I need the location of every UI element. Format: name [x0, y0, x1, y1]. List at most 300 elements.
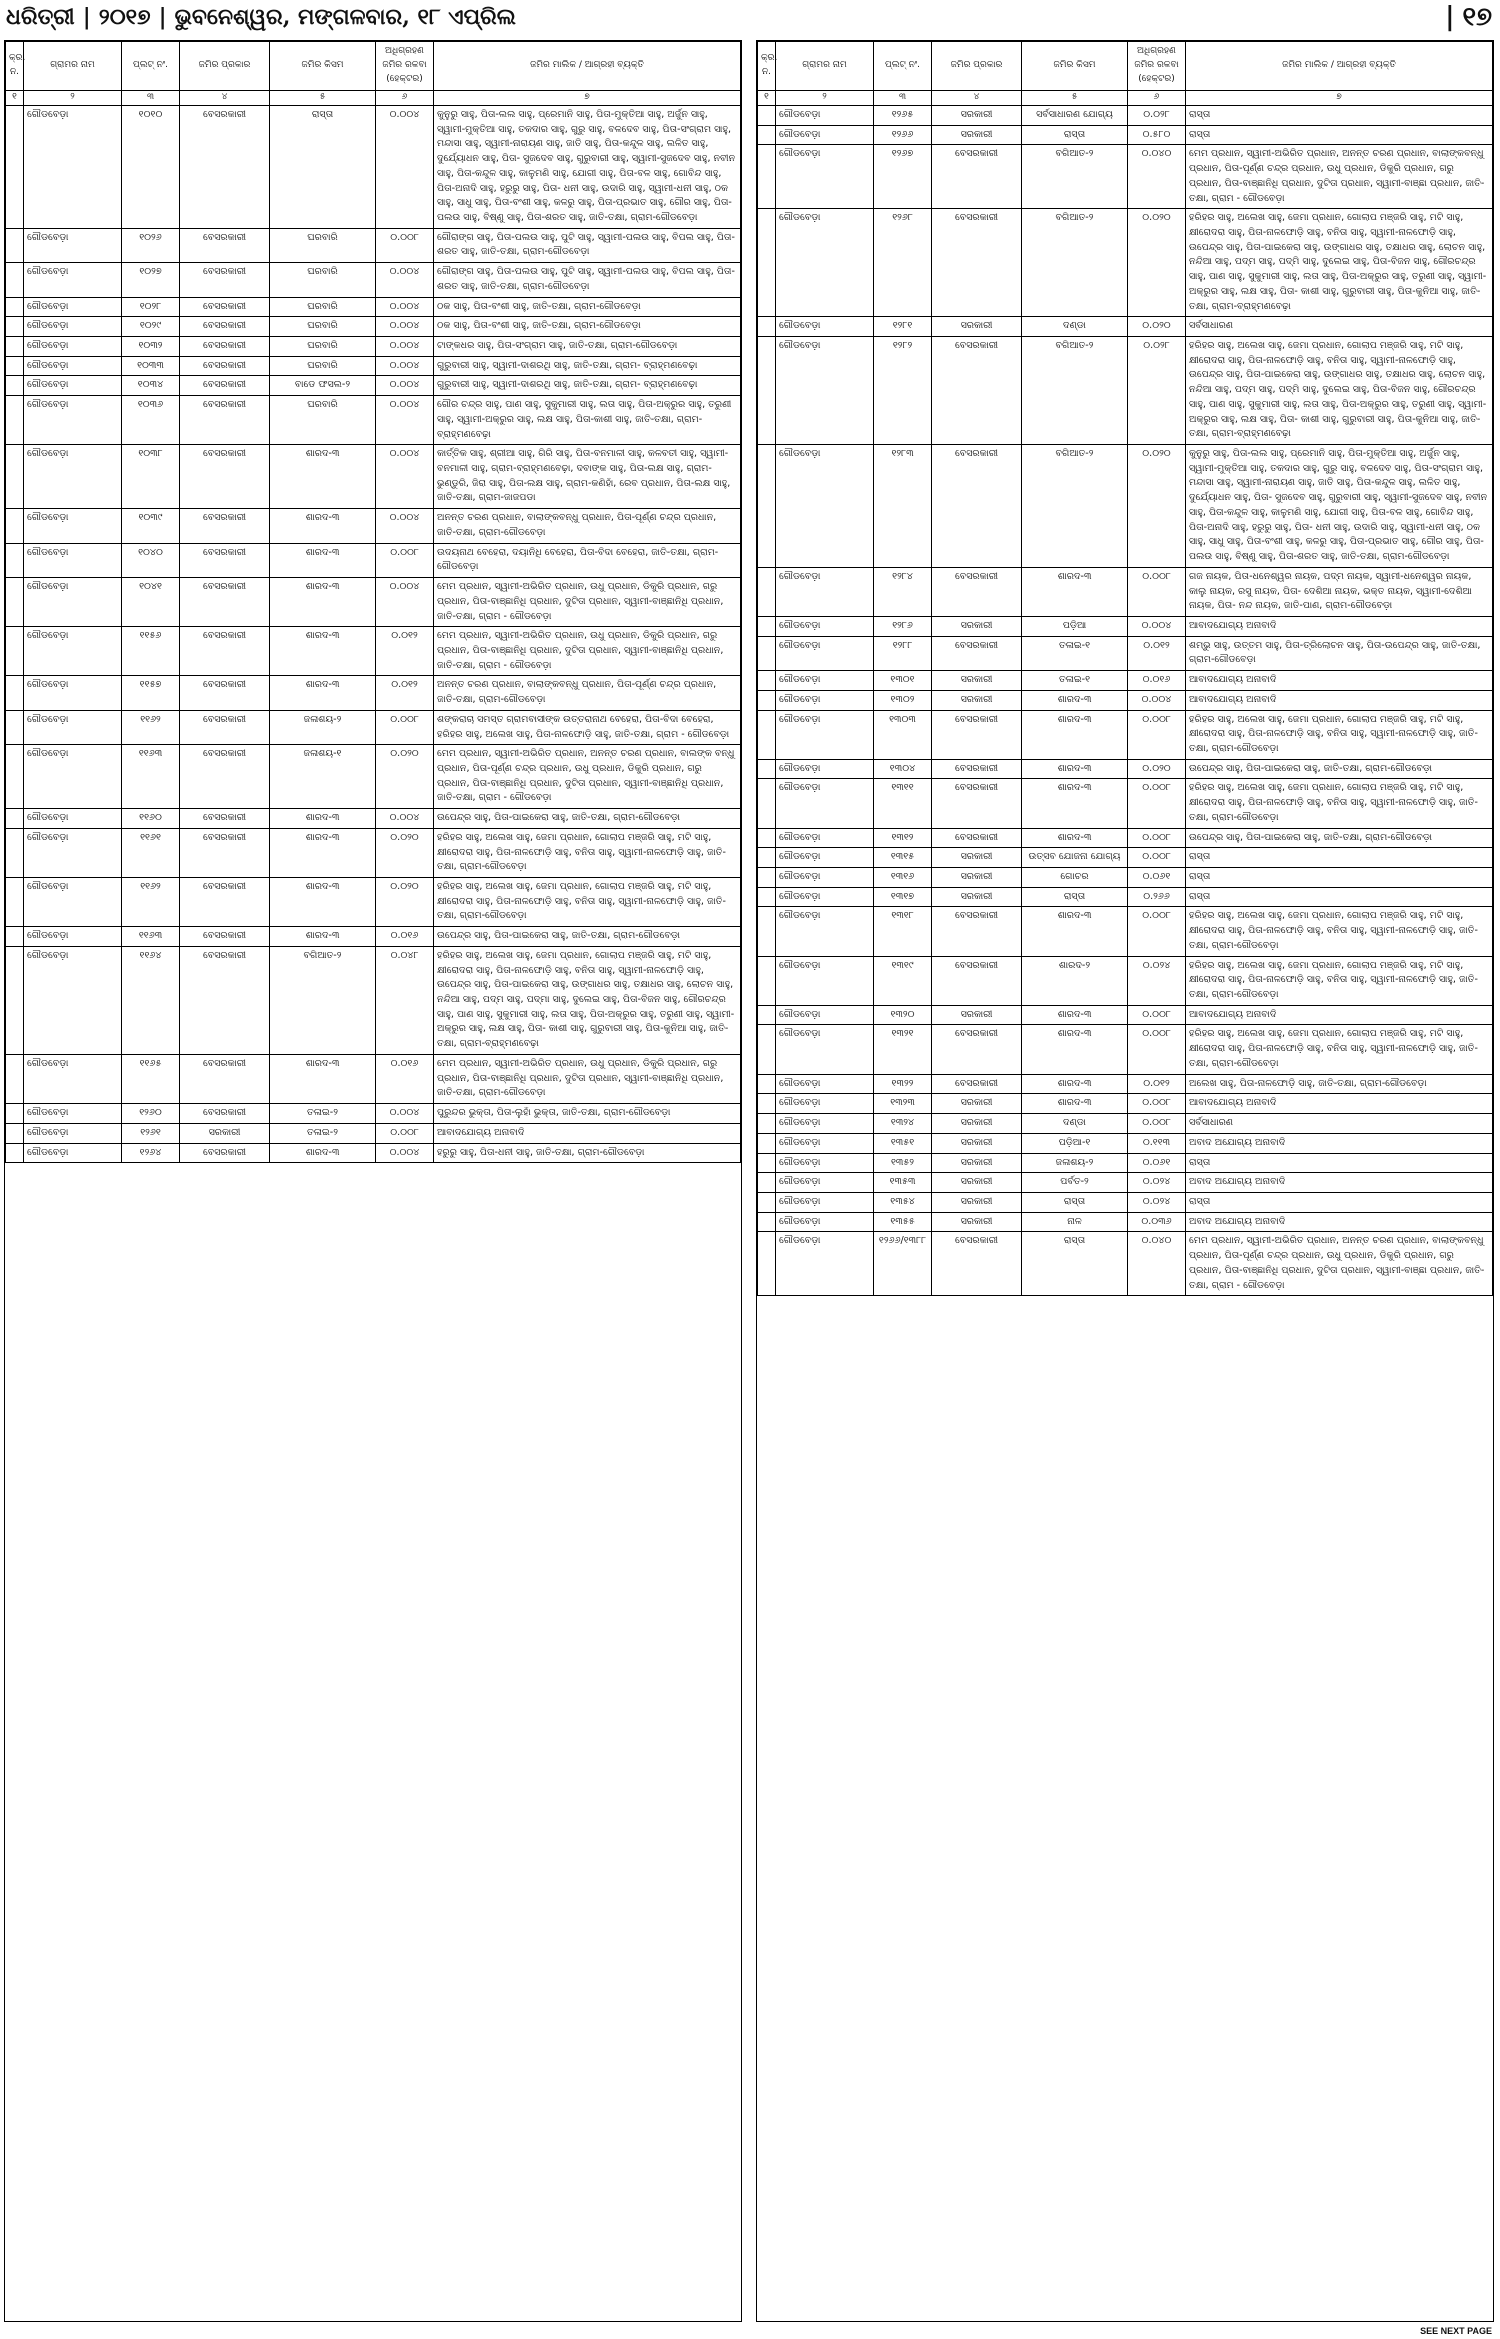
land-kisam-cell: ଘରବାରି — [270, 396, 376, 445]
land-kisam-cell: ଗୋଚର — [1022, 868, 1128, 888]
land-kisam-cell: ରାସ୍ତା — [1022, 1192, 1128, 1212]
land-kisam-cell: ନାଳ — [1022, 1212, 1128, 1232]
land-type-cell: ସରକାରୀ — [932, 125, 1022, 145]
land-type-cell: ବେସରକାରୀ — [932, 828, 1022, 848]
table-row — [758, 337, 1493, 445]
village-cell: ଗୌଡବେଡ଼ା — [24, 376, 122, 396]
table-body-right — [758, 105, 1493, 1295]
owner-cell: ଅନନ୍ତ ଚରଣ ପ୍ରଧାନ, ବାଲାଙ୍କବନ୍ଧୁ ପ୍ରଧାନ, ପିତା-ପୂର୍ଣ୍ଣ ଚନ୍ଦ୍ର ପ୍ରଧାନ, ଜାତି-ତକ୍ଷା, ଗ୍ରାମ-ଗୌଡବେଡ଼ା — [434, 509, 741, 543]
header-cell: ଜମିର କିସମ — [1022, 42, 1128, 91]
table-row — [758, 445, 1493, 568]
village-cell: ଗୌଡବେଡ଼ା — [24, 710, 122, 744]
area-cell: ୦.୨୬୬ — [1128, 887, 1186, 907]
land-kisam-cell: ଘରବାରି — [270, 337, 376, 357]
village-cell: ଗୌଡବେଡ଼ା — [24, 105, 122, 228]
serial-cell — [758, 1173, 776, 1193]
land-type-cell: ବେସରକାରୀ — [180, 376, 270, 396]
plot-number-cell: ୧୦୨୮ — [122, 297, 180, 317]
village-cell: ଗୌଡବେଡ଼ା — [776, 1133, 874, 1153]
column-number: ୬ — [1128, 91, 1186, 106]
plot-number-cell: ୧୩୫୪ — [874, 1192, 932, 1212]
column-number: ୪ — [932, 91, 1022, 106]
plot-number-cell: ୧୦୨୯ — [122, 317, 180, 337]
owner-cell: ହରିହର ସାହୁ, ଅଲେଖ ସାହୁ, ଜେମା ପ୍ରଧାନ, ଗୋଲାପ ମଞ୍ଜରି ସାହୁ, ମଟି ସାହୁ, କ୍ଷୀରୋଦରା ସାହୁ, ପିତା-ନାଳଫୋଡ଼ି ସାହୁ, ବନିତା ସାହୁ, ସ୍ୱାମୀ-ନାଳଫୋଡ଼ି ସାହୁ, ଜାତି-ତକ୍ଷା, ଗ୍ରାମ-ଗୌଡବେଡ଼ା — [1186, 956, 1493, 1005]
land-kisam-cell: ଶାରଦ-୩ — [1022, 710, 1128, 759]
land-kisam-cell: ଶାରଦ-୩ — [270, 676, 376, 710]
land-type-cell: ବେସରକାରୀ — [932, 567, 1022, 616]
serial-cell — [758, 887, 776, 907]
land-kisam-cell: ଶାରଦ-୩ — [270, 828, 376, 877]
area-cell: ୦.୦୨୦ — [1128, 317, 1186, 337]
serial-cell — [758, 1114, 776, 1134]
land-kisam-cell: ଘରବାରି — [270, 263, 376, 297]
header-row — [758, 42, 1493, 91]
table-row — [758, 759, 1493, 779]
header-row — [6, 42, 741, 91]
serial-cell — [6, 337, 24, 357]
owner-cell: ଉଦୟନାଥ ବେହେରା, ଦୟାନିଧି ବେହେରା, ପିତା-ବିଦା ବେହେରା, ଜାତି-ତକ୍ଷା, ଗ୍ରାମ-ଗୌଡବେଡ଼ା — [434, 543, 741, 577]
village-cell: ଗୌଡବେଡ଼ା — [24, 946, 122, 1054]
owner-cell: ହରୁରୁ ସାହୁ, ପିତା-ଧନୀ ସାହୁ, ଜାତି-ତକ୍ଷା, ଗ୍ରାମ-ଗୌଡବେଡ଼ା — [434, 1143, 741, 1163]
see-next-page-label: SEE NEXT PAGE — [1420, 2326, 1492, 2336]
table-row — [6, 809, 741, 829]
plot-number-cell: ୧୩୦୧ — [874, 671, 932, 691]
land-kisam-cell: ଶାରଦ-୩ — [270, 927, 376, 947]
village-cell: ଗୌଡବେଡ଼ା — [776, 1153, 874, 1173]
table-body-left — [6, 105, 741, 1162]
land-kisam-cell: ରାସ୍ତା — [1022, 125, 1128, 145]
header-cell: କ୍ର. ନ. — [6, 42, 24, 91]
plot-number-cell: ୧୩୧୨ — [874, 828, 932, 848]
area-cell: ୦.୦୨୮ — [1128, 105, 1186, 125]
serial-cell — [6, 1123, 24, 1143]
area-cell: ୦.୦୦୪ — [376, 396, 434, 445]
plot-number-cell: ୧୧୬୪ — [122, 946, 180, 1054]
table-row — [758, 567, 1493, 616]
land-kisam-cell: ଶାରଦ-୩ — [1022, 1025, 1128, 1074]
owner-cell: ଆବାଦଯୋଗ୍ୟ ଅନାବାଦି — [434, 1123, 741, 1143]
header-cell: କ୍ର. ନ. — [758, 42, 776, 91]
serial-cell — [6, 878, 24, 927]
owner-cell: ଶଙ୍କରାଚା ସମସ୍ତ ଗ୍ରାମବାସୀଙ୍କ ଉତ୍ତରାନାଥ ବେହେରା, ପିତା-ବିଦା ବେହେରା, ହରିହର ସାହୁ, ଅଲେଖ ସାହୁ, ପିତା-ନାଳଫୋଡ଼ି ସାହୁ, ଜାତି-ତକ୍ଷା, ଗ୍ରାମ - ଗୌଡବେଡ଼ା — [434, 710, 741, 744]
land-kisam-cell: ବଗିଆତ-୨ — [1022, 209, 1128, 317]
plot-number-cell: ୧୦୪୧ — [122, 578, 180, 627]
owner-cell: ରାସ୍ତା — [1186, 887, 1493, 907]
table-row — [6, 676, 741, 710]
table-row — [758, 105, 1493, 125]
land-kisam-cell: ଶାରଦ-୩ — [1022, 1094, 1128, 1114]
table-row — [758, 887, 1493, 907]
land-type-cell: ସରକାରୀ — [932, 1094, 1022, 1114]
table-row — [6, 396, 741, 445]
separator: | — [158, 4, 167, 30]
owner-cell: ମେମ ପ୍ରଧାନ, ସ୍ୱାମୀ-ଅଭିରିତ ପ୍ରଧାନ, ଅନନ୍ତ ଚରଣ ପ୍ରଧାନ, ବାଲାଙ୍କବନ୍ଧୁ ପ୍ରଧାନ, ପିତା-ପୂର୍ଣ୍ଣ ଚନ୍ଦ୍ର ପ୍ରଧାନ, ଉଧୁ ପ୍ରଧାନ, ଡିକୁରି ପ୍ରଧାନ, ଗରୁ ପ୍ରଧାନ, ପିତା-ବାଞ୍ଛାନିଧି ପ୍ରଧାନ, ଦୁଟିତା ପ୍ରଧାନ, ସ୍ୱାମୀ-ବାଞ୍ଛା ପ୍ରଧାନ, ଜାତି-ତକ୍ଷା, ଗ୍ରାମ - ଗୌଡବେଡ଼ା — [1186, 145, 1493, 209]
area-cell: ୦.୦୦୮ — [1128, 1114, 1186, 1134]
land-kisam-cell: ତଳାଇ-୨ — [270, 1104, 376, 1124]
land-kisam-cell: ଶାରଦ-୩ — [270, 627, 376, 676]
owner-cell: ମେମ ପ୍ରଧାନ, ସ୍ୱାମୀ-ଅଭିରିତ ପ୍ରଧାନ, ଅନନ୍ତ ଚରଣ ପ୍ରଧାନ, ବାଲଙ୍କ ବନ୍ଧୁ ପ୍ରଧାନ, ପିତା-ପୂର୍ଣ୍ଣ ଚନ୍ଦ୍ର ପ୍ରଧାନ, ଉଧୁ ପ୍ରଧାନ, ଡିକୁରି ପ୍ରଧାନ, ଗରୁ ପ୍ରଧାନ, ପିତା-ବାଞ୍ଛାନିଧି ପ୍ରଧାନ, ଦୁଟିତା ପ୍ରଧାନ, ସ୍ୱାମୀ-ବାଞ୍ଛାନିଧି ପ୍ରଧାନ, ଜାତି-ତକ୍ଷା, ଗ୍ରାମ - ଗୌଡବେଡ଼ା — [434, 745, 741, 809]
village-cell: ଗୌଡବେଡ଼ା — [24, 1143, 122, 1163]
serial-cell — [758, 209, 776, 317]
owner-cell: ହରିହର ସାହୁ, ଅଲେଖ ସାହୁ, ଜେମା ପ୍ରଧାନ, ଗୋଲାପ ମଞ୍ଜରି ସାହୁ, ମଟି ସାହୁ, କ୍ଷୀରୋଦରା ସାହୁ, ପିତା-ନାଳଫୋଡ଼ି ସାହୁ, ବନିତା ସାହୁ, ସ୍ୱାମୀ-ନାଳଫୋଡ଼ି ସାହୁ, ଜାତି-ତକ୍ଷା, ଗ୍ରାମ-ଗୌଡବେଡ଼ା — [1186, 710, 1493, 759]
plot-number-cell: ୧୨୮୧ — [874, 317, 932, 337]
area-cell: ୦.୦୦୮ — [1128, 828, 1186, 848]
column-number: ୧ — [758, 91, 776, 106]
plot-number-cell: ୧୩୫୩ — [874, 1173, 932, 1193]
land-kisam-cell: ଜଳାଶୟ-୨ — [1022, 1153, 1128, 1173]
village-cell: ଗୌଡବେଡ଼ା — [776, 887, 874, 907]
area-cell: ୦.୦୨୪ — [1128, 1192, 1186, 1212]
land-kisam-cell: ଶାରଦ-୩ — [270, 543, 376, 577]
owner-cell: ଶମ୍ଭୁ ସାହୁ, ଉତ୍ତମ ସାହୁ, ପିତା-ତ୍ରିଲୋଚନ ସାହୁ, ପିତା-ଉପେନ୍ଦ୍ର ସାହୁ, ଜାତି-ତକ୍ଷା, ଗ୍ରାମ-ଗୌଡବେଡ଼ା — [1186, 636, 1493, 670]
area-cell: ୦.୦୨୪ — [1128, 956, 1186, 1005]
serial-cell — [6, 445, 24, 509]
village-cell: ଗୌଡବେଡ଼ା — [776, 956, 874, 1005]
serial-cell — [6, 745, 24, 809]
plot-number-cell: ୧୧୬୫ — [122, 1054, 180, 1103]
header-cell: ଗ୍ରାମର ନାମ — [776, 42, 874, 91]
table-row — [6, 1054, 741, 1103]
owner-cell: ଗୌରାଙ୍ଗ ସାହୁ, ପିତା-ପଲଉ ସାହୁ, ପୁଟି ସାହୁ, ସ୍ୱାମୀ-ପଲଉ ସାହୁ, ବିପଲ ସାହୁ, ପିତା-ଶରତ ସାହୁ, ଜାତି-ତକ୍ଷା, ଗ୍ରାମ-ଗୌଡବେଡ଼ା — [434, 263, 741, 297]
owner-cell: ମେମ ପ୍ରଧାନ, ସ୍ୱାମୀ-ଅଭିରିତ ପ୍ରଧାନ, ଉଧୁ ପ୍ରଧାନ, ଡିକୁରି ପ୍ରଧାନ, ଗରୁ ପ୍ରଧାନ, ପିତା-ବାଞ୍ଛାନିଧି ପ୍ରଧାନ, ଦୁଟିତା ପ୍ରଧାନ, ସ୍ୱାମୀ-ବାଞ୍ଛାନିଧି ପ୍ରଧାନ, ଜାତି-ତକ୍ଷା, ଗ୍ରାମ - ଗୌଡବେଡ଼ା — [434, 627, 741, 676]
plot-number-cell: ୧୨୬୦ — [122, 1104, 180, 1124]
owner-cell: ଠକ ସାହୁ, ପିତା-ବଂଶୀ ସାହୁ, ଜାତି-ତକ୍ଷା, ଗ୍ରାମ-ଗୌଡବେଡ଼ା — [434, 297, 741, 317]
area-cell: ୦.୦୧୨ — [376, 627, 434, 676]
land-kisam-cell: ଜଳାଶୟ-୨ — [270, 710, 376, 744]
table-row — [758, 848, 1493, 868]
column-number: ୪ — [180, 91, 270, 106]
land-type-cell: ସରକାରୀ — [932, 887, 1022, 907]
serial-cell — [758, 125, 776, 145]
table-row — [758, 1074, 1493, 1094]
plot-number-cell: ୧୧୬୧ — [122, 828, 180, 877]
area-cell: ୦.୦୦୮ — [376, 228, 434, 262]
serial-cell — [758, 1025, 776, 1074]
owner-cell: ଉପେନ୍ଦ୍ର ସାହୁ, ପିତା-ପାଇକେରା ସାହୁ, ଜାତି-ତକ୍ଷା, ଗ୍ରାମ-ଗୌଡବେଡ଼ା — [1186, 759, 1493, 779]
village-cell: ଗୌଡବେଡ଼ା — [776, 848, 874, 868]
area-cell: ୦.୦୦୮ — [1128, 1025, 1186, 1074]
owner-cell: ଗୁରୁବାରୀ ସାହୁ, ସ୍ୱାମୀ-ଦାଶରଥି ସାହୁ, ଜାତି-ତକ୍ଷା, ଗ୍ରାମ- ବ୍ରାହ୍ମଣବେଢ଼ା — [434, 356, 741, 376]
land-type-cell: ବେସରକାରୀ — [932, 1074, 1022, 1094]
village-cell: ଗୌଡବେଡ଼ା — [24, 745, 122, 809]
table-row — [758, 317, 1493, 337]
land-type-cell: ସରକାରୀ — [932, 1005, 1022, 1025]
table-row — [758, 828, 1493, 848]
land-kisam-cell: ଶାରଦ-୩ — [1022, 1074, 1128, 1094]
land-kisam-cell: ଶାରଦ-୩ — [1022, 759, 1128, 779]
owner-cell: କୁନୁରୁ ସାହୁ, ପିତା-ଲଲ ସାହୁ, ପ୍ରେମାନି ସାହୁ, ପିତା-ମୁକ୍ତିଆ ସାହୁ, ଅର୍ଜୁନ ସାହୁ, ସ୍ୱାମୀ-ମୁକ୍ତିଆ ସାହୁ, ତକଦାର ସାହୁ, ଗୁରୁ ସାହୁ, ବଳଦେବ ସାହୁ, ପିତା-ସଂଗ୍ରାମ ସାହୁ, ମନ୍ଦାସା ସାହୁ, ସ୍ୱାମୀ-ନାରାୟଣ ସାହୁ, ଜାତି ସାହୁ, ପିତା-କନ୍ଦୁଳ ସାହୁ, ଲଳିତ ସାହୁ, ଦୁର୍ଯ୍ୟୋଧନ ସାହୁ, ପିତା- ସୁଜଦେବ ସାହୁ, ଗୁରୁବାରୀ ସାହୁ, ସ୍ୱାମୀ-ସୁଜଦେବ ସାହୁ, ନବୀନ ସାହୁ, ପିତା-କନ୍ଦୁଳ ସାହୁ, କାଳୁମଣି ସାହୁ, ଯୋଗୀ ସାହୁ, ପିତା-ବଳ ସାହୁ, ଗୋବିନ୍ଦ ସାହୁ, ପିତା-ଅନାଦି ସାହୁ, ହରୁରୁ ସାହୁ, ପିତା- ଧନୀ ସାହୁ, ଉଦାରି ସାହୁ, ସ୍ୱାମୀ-ଧନୀ ସାହୁ, ଠକ ସାହୁ, ସାଧୁ ସାହୁ, ପିତା-ବଂଶୀ ସାହୁ, କଳରୁ ସାହୁ, ପିତା-ପ୍ରଭାତ ସାହୁ, ଗୌର ସାହୁ, ପିତା- ପଲଉ ସାହୁ, ବିଷ୍ଣୁ ସାହୁ, ପିତା-ଶରତ ସାହୁ, ଜାତି-ତକ୍ଷା, ଗ୍ରାମ-ଗୌଡବେଡ଼ା — [434, 105, 741, 228]
land-type-cell: ବେସରକାରୀ — [180, 1104, 270, 1124]
area-cell: ୦.୫୮୦ — [1128, 125, 1186, 145]
village-cell: ଗୌଡବେଡ଼ା — [24, 878, 122, 927]
newspaper-name: ଧରିତ୍ରୀ — [6, 4, 75, 30]
land-type-cell: ବେସରକାରୀ — [180, 317, 270, 337]
serial-cell — [758, 671, 776, 691]
land-type-cell: ବେସରକାରୀ — [180, 927, 270, 947]
table-row — [758, 616, 1493, 636]
land-type-cell: ସରକାରୀ — [932, 105, 1022, 125]
area-cell: ୦.୦୦୪ — [376, 1143, 434, 1163]
table-row — [6, 228, 741, 262]
land-type-cell: ବେସରକାରୀ — [932, 1025, 1022, 1074]
area-cell: ୦.୦୨୮ — [1128, 337, 1186, 445]
land-kisam-cell: ପଡ଼ିଆ — [1022, 616, 1128, 636]
table-row — [758, 209, 1493, 317]
area-cell: ୦.୦୦୪ — [376, 337, 434, 357]
village-cell: ଗୌଡବେଡ଼ା — [24, 396, 122, 445]
table-row — [758, 1192, 1493, 1212]
village-cell: ଗୌଡବେଡ଼ା — [776, 828, 874, 848]
land-type-cell: ସରକାରୀ — [932, 1212, 1022, 1232]
land-kisam-cell: ପର୍ବତ-୨ — [1022, 1173, 1128, 1193]
owner-cell: ପୁରୁନ୍ଦର ଭୁକ୍ତା, ପିତା-ଲୁହାଁ ଭୁକ୍ତା, ଜାତି-ତକ୍ଷା, ଗ୍ରାମ-ଗୌଡବେଡ଼ା — [434, 1104, 741, 1124]
column-number: ୨ — [776, 91, 874, 106]
owner-cell: ହରିହର ସାହୁ, ଅଲେଖ ସାହୁ, ଜେମା ପ୍ରଧାନ, ଗୋଲାପ ମଞ୍ଜରି ସାହୁ, ମଟି ସାହୁ, କ୍ଷୀରୋଦରା ସାହୁ, ପିତା-ନାଳଫୋଡ଼ି ସାହୁ, ବନିତା ସାହୁ, ସ୍ୱାମୀ-ନାଳଫୋଡ଼ି ସାହୁ, ଉପେନ୍ଦ୍ର ସାହୁ, ପିତା-ପାଇକେରା ସାହୁ, ଉଙ୍ଗାଧର ସାହୁ, ତକ୍ଷାଧର ସାହୁ, ଲୋଚନ ସାହୁ, ନନ୍ଦିଆ ସାହୁ, ପଦ୍ମ ସାହୁ, ପଦ୍ମା ସାହୁ, ଦୁଲେଇ ସାହୁ, ପିତା-ବିଜନ ସାହୁ, ଗୌରଚନ୍ଦ୍ର ସାହୁ, ପାଣ ସାହୁ, ସୁକୁମାରୀ ସାହୁ, ଲତା ସାହୁ, ପିତା-ଅକ୍ରୁର ସାହୁ, ତରୁଣୀ ସାହୁ, ସ୍ୱାମୀ-ଅକ୍ରୁର ସାହୁ, ଲକ୍ଷ ସାହୁ, ପିତା- କାଶୀ ସାହୁ, ଗୁରୁବାରୀ ସାହୁ, ପିତା-କୁନିଆ ସାହୁ, ଜାତି-ତକ୍ଷା, ଗ୍ରାମ-ବ୍ରାହ୍ମଣବେଢ଼ା — [434, 946, 741, 1054]
area-cell: ୦.୦୦୪ — [376, 809, 434, 829]
village-cell: ଗୌଡବେଡ଼ା — [24, 828, 122, 877]
land-type-cell: ବେସରକାରୀ — [180, 946, 270, 1054]
owner-cell: ଆବାଦଯୋଗ୍ୟ ଅନାବାଦି — [1186, 616, 1493, 636]
owner-cell: ଆବାଦଯୋଗ୍ୟ ଅନାବାଦି — [1186, 671, 1493, 691]
owner-cell: ଠକ ସାହୁ, ପିତା-ବଂଶୀ ସାହୁ, ଜାତି-ତକ୍ଷା, ଗ୍ରାମ-ଗୌଡବେଡ଼ା — [434, 317, 741, 337]
land-type-cell: ସରକାରୀ — [932, 868, 1022, 888]
header-cell: ପ୍ଲଟ୍ ନଂ. — [122, 42, 180, 91]
owner-cell: ଉପେନ୍ଦ୍ର ସାହୁ, ପିତା-ପାଇକେରା ସାହୁ, ଜାତି-ତକ୍ଷା, ଗ୍ରାମ-ଗୌଡବେଡ଼ା — [434, 927, 741, 947]
area-cell: ୦.୦୧୨ — [1128, 636, 1186, 670]
column-number: ୭ — [1186, 91, 1493, 106]
area-cell: ୦.୦୦୮ — [1128, 1094, 1186, 1114]
area-cell: ୦.୦୨୦ — [1128, 759, 1186, 779]
separator: | — [1445, 2, 1455, 32]
land-type-cell: ବେସରକାରୀ — [180, 676, 270, 710]
land-kisam-cell: ସର୍ବସାଧାରଣ ଯୋଗ୍ୟ — [1022, 105, 1128, 125]
land-kisam-cell: ଶାରଦ-୩ — [1022, 1005, 1128, 1025]
land-kisam-cell: ଶାରଦ-୩ — [270, 445, 376, 509]
table-row — [6, 878, 741, 927]
plot-number-cell: ୧୨୬୮ — [874, 209, 932, 317]
table-row — [6, 1123, 741, 1143]
table-row — [758, 1133, 1493, 1153]
serial-cell — [6, 578, 24, 627]
plot-number-cell: ୧୦୩୪ — [122, 376, 180, 396]
plot-number-cell: ୧୩୨୪ — [874, 1114, 932, 1134]
village-cell: ଗୌଡବେଡ଼ା — [776, 616, 874, 636]
area-cell: ୦.୦୨୪ — [1128, 1173, 1186, 1193]
owner-cell: ଆବାଦଯୋଗ୍ୟ ଅନାବାଦି — [1186, 690, 1493, 710]
owner-cell: କାର୍ତ୍ତିକ ସାହୁ, ଶ୍ରୀଆ ସାହୁ, ଗିରି ସାହୁ, ପିତା-ବନମାଳୀ ସାହୁ, କଳବତୀ ସାହୁ, ସ୍ୱାମୀ-ବନମାଳୀ ସାହୁ, ଗ୍ରାମ-ବ୍ରାହ୍ମଣବେଢ଼ା, ଦବାଙ୍କ ସାହୁ, ପିତା-ଲକ୍ଷ ସାହୁ, ଗ୍ରାମ-ଭୁଣ୍ଡୁରି, ଜିରା ସାହୁ, ପିତା-ଲକ୍ଷ ସାହୁ, ଗ୍ରାମ-କଣିହାଁ, ରେବ ପ୍ରଧାନ, ପିତା-ଲକ୍ଷ ସାହୁ, ଜାତି-ତକ୍ଷା, ଗ୍ରାମ-ଜାଜପଡା — [434, 445, 741, 509]
village-cell: ଗୌଡବେଡ଼ା — [776, 105, 874, 125]
plot-number-cell: ୧୦୩୩ — [122, 356, 180, 376]
land-type-cell: ବେସରକାରୀ — [180, 543, 270, 577]
area-cell: ୦.୦୨୦ — [376, 828, 434, 877]
plot-number-cell: ୧୨୮୩ — [874, 445, 932, 568]
header-cell: ଗ୍ରାମର ନାମ — [24, 42, 122, 91]
serial-cell — [758, 907, 776, 956]
land-type-cell: ବେସରକାରୀ — [932, 636, 1022, 670]
table-row — [758, 690, 1493, 710]
serial-cell — [6, 710, 24, 744]
serial-cell — [6, 627, 24, 676]
area-cell: ୦.୦୩୬ — [1128, 1212, 1186, 1232]
land-kisam-cell: ରାସ୍ତା — [1022, 887, 1128, 907]
plot-number-cell: ୧୧୫୭ — [122, 676, 180, 710]
table-row — [6, 263, 741, 297]
plot-number-cell: ୧୩୧୯ — [874, 956, 932, 1005]
land-kisam-cell: ଦଣ୍ଡା — [1022, 317, 1128, 337]
owner-cell: ଗୌରାଙ୍ଗ ସାହୁ, ପିତା-ପଲଉ ସାହୁ, ପୁଟି ସାହୁ, ସ୍ୱାମୀ-ପଲଉ ସାହୁ, ବିପଲ ସାହୁ, ପିତା-ଶରତ ସାହୁ, ଜାତି-ତକ୍ଷା, ଗ୍ରାମ-ଗୌଡବେଡ଼ା — [434, 228, 741, 262]
owner-cell: ରାସ୍ତା — [1186, 848, 1493, 868]
plot-number-cell: ୧୧୬୨ — [122, 878, 180, 927]
land-kisam-cell: ରାସ୍ତା — [1022, 1232, 1128, 1296]
serial-cell — [758, 690, 776, 710]
village-cell: ଗୌଡବେଡ଼ା — [24, 676, 122, 710]
serial-cell — [6, 1143, 24, 1163]
serial-cell — [758, 710, 776, 759]
year: ୨୦୧୭ — [98, 4, 151, 30]
land-kisam-cell: ଘରବାରି — [270, 356, 376, 376]
owner-cell: ହରିହର ସାହୁ, ଅଲେଖ ସାହୁ, ଜେମା ପ୍ରଧାନ, ଗୋଲାପ ମଞ୍ଜରି ସାହୁ, ମଟି ସାହୁ, କ୍ଷୀରୋଦରା ସାହୁ, ପିତା-ନାଳଫୋଡ଼ି ସାହୁ, ବନିତା ସାହୁ, ସ୍ୱାମୀ-ନାଳଫୋଡ଼ି ସାହୁ, ଜାତି-ତକ୍ଷା, ଗ୍ରାମ-ଗୌଡବେଡ଼ା — [1186, 1025, 1493, 1074]
land-kisam-cell: ଶାରଦ-୩ — [270, 578, 376, 627]
plot-number-cell: ୧୩୨୦ — [874, 1005, 932, 1025]
plot-number-cell: ୧୨୮୬ — [874, 616, 932, 636]
plot-number-cell: ୧୩୨୧ — [874, 1025, 932, 1074]
land-type-cell: ବେସରକାରୀ — [180, 337, 270, 357]
area-cell: ୦.୦୨୦ — [1128, 209, 1186, 317]
serial-cell — [758, 636, 776, 670]
serial-cell — [6, 828, 24, 877]
area-cell: ୦.୦୪୦ — [1128, 1232, 1186, 1296]
land-kisam-cell: ଶାରଦ-୩ — [1022, 828, 1128, 848]
table-row — [758, 710, 1493, 759]
village-cell: ଗୌଡବେଡ଼ା — [776, 1005, 874, 1025]
table-row — [758, 907, 1493, 956]
plot-number-cell: ୧୧୬୦ — [122, 809, 180, 829]
serial-cell — [6, 228, 24, 262]
plot-number-cell: ୧୧୬୩ — [122, 927, 180, 947]
land-type-cell: ସରକାରୀ — [932, 1192, 1022, 1212]
land-type-cell: ବେସରକାରୀ — [180, 578, 270, 627]
village-cell: ଗୌଡବେଡ଼ା — [776, 1232, 874, 1296]
area-cell: ୦.୦୧୬ — [1128, 671, 1186, 691]
land-kisam-cell: ଦଣ୍ଡା — [1022, 1114, 1128, 1134]
plot-number-cell: ୧୦୨୬ — [122, 228, 180, 262]
plot-number-cell: ୧୨୮୪ — [874, 567, 932, 616]
place-date: ଭୁବନେଶ୍ୱର, ମଙ୍ଗଳବାର, ୧୮ ଏପ୍ରିଲ — [174, 4, 516, 30]
land-type-cell: ବେସରକାରୀ — [180, 509, 270, 543]
table-row — [758, 1173, 1493, 1193]
serial-cell — [758, 848, 776, 868]
column-number: ୫ — [270, 91, 376, 106]
land-table-left — [5, 41, 741, 1163]
page-number: ୧୭ — [1462, 2, 1492, 32]
area-cell: ୦.୦୦୮ — [376, 543, 434, 577]
table-row — [758, 636, 1493, 670]
table-row — [758, 779, 1493, 828]
village-cell: ଗୌଡବେଡ଼ା — [24, 578, 122, 627]
village-cell: ଗୌଡବେଡ଼ା — [776, 445, 874, 568]
plot-number-cell: ୧୨୬୭ — [874, 145, 932, 209]
serial-cell — [6, 105, 24, 228]
serial-cell — [6, 946, 24, 1054]
serial-cell — [758, 1232, 776, 1296]
header-cell: ଅଧିଗ୍ରହଣ ଜମିର ରକବା (ହେକ୍ଟର) — [1128, 42, 1186, 91]
owner-cell: ଗୁରୁବାରୀ ସାହୁ, ସ୍ୱାମୀ-ଦାଶରଥି ସାହୁ, ଜାତି-ତକ୍ଷା, ଗ୍ରାମ- ବ୍ରାହ୍ମଣବେଢ଼ା — [434, 376, 741, 396]
land-kisam-cell: ବଗିଆତ-୨ — [270, 946, 376, 1054]
column-number: ୩ — [874, 91, 932, 106]
area-cell: ୦.୦୬୧ — [1128, 1153, 1186, 1173]
serial-cell — [758, 868, 776, 888]
area-cell: ୦.୦୦୪ — [376, 356, 434, 376]
area-cell: ୦.୦୧୨ — [1128, 1074, 1186, 1094]
land-kisam-cell: ରାସ୍ତା — [270, 105, 376, 228]
area-cell: ୦.୦୬୧ — [1128, 868, 1186, 888]
plot-number-cell: ୧୦୩୨ — [122, 337, 180, 357]
village-cell: ଗୌଡବେଡ଼ା — [776, 145, 874, 209]
table-row — [6, 927, 741, 947]
land-type-cell: ସରକାରୀ — [932, 1173, 1022, 1193]
area-cell: ୦.୦୪୮ — [376, 946, 434, 1054]
land-kisam-cell: ବାଡେ ଫସଲ-୨ — [270, 376, 376, 396]
area-cell: ୦.୦୦୪ — [376, 509, 434, 543]
owner-cell: ଉପେନ୍ଦ୍ର ସାହୁ, ପିତା-ପାଇକେରା ସାହୁ, ଜାତି-ତକ୍ଷା, ଗ୍ରାମ-ଗୌଡବେଡ଼ା — [434, 809, 741, 829]
area-cell: ୦.୦୦୮ — [376, 1123, 434, 1143]
land-kisam-cell: ଜଳାଶୟ-୧ — [270, 745, 376, 809]
serial-cell — [6, 317, 24, 337]
owner-cell: ରାସ୍ତା — [1186, 1192, 1493, 1212]
village-cell: ଗୌଡବେଡ଼ା — [776, 1173, 874, 1193]
village-cell: ଗୌଡବେଡ଼ା — [24, 1054, 122, 1103]
serial-cell — [758, 145, 776, 209]
owner-cell: ଅବାଦ ଅଯୋଗ୍ୟ ଅନାବାଦି — [1186, 1212, 1493, 1232]
land-type-cell: ବେସରକାରୀ — [180, 228, 270, 262]
land-kisam-cell: ଶାରଦ-୨ — [1022, 956, 1128, 1005]
owner-cell: ରାସ୍ତା — [1186, 105, 1493, 125]
plot-number-cell: ୧୧୬୨ — [122, 710, 180, 744]
land-kisam-cell: ଶାରଦ-୩ — [1022, 690, 1128, 710]
serial-cell — [6, 1054, 24, 1103]
plot-number-cell: ୧୦୩୯ — [122, 509, 180, 543]
serial-cell — [6, 1104, 24, 1124]
land-kisam-cell: ଶାରଦ-୩ — [270, 509, 376, 543]
land-type-cell: ବେସରକାରୀ — [932, 710, 1022, 759]
plot-number-cell: ୧୦୩୬ — [122, 396, 180, 445]
land-type-cell: ବେସରକାରୀ — [180, 710, 270, 744]
owner-cell: ରାସ୍ତା — [1186, 125, 1493, 145]
plot-number-cell: ୧୦୪୦ — [122, 543, 180, 577]
village-cell: ଗୌଡବେଡ଼ା — [776, 125, 874, 145]
table-row — [758, 671, 1493, 691]
plot-number-cell: ୧୩୧୮ — [874, 907, 932, 956]
land-type-cell: ବେସରକାରୀ — [180, 105, 270, 228]
table-row — [758, 1153, 1493, 1173]
area-cell: ୦.୦୦୪ — [1128, 616, 1186, 636]
area-cell: ୦.୦୦୮ — [1128, 1005, 1186, 1025]
village-cell: ଗୌଡବେଡ଼ା — [24, 263, 122, 297]
serial-cell — [758, 105, 776, 125]
land-kisam-cell: ଘରବାରି — [270, 317, 376, 337]
serial-cell — [6, 676, 24, 710]
serial-cell — [6, 297, 24, 317]
land-kisam-cell: ବଗିଆତ-୨ — [1022, 337, 1128, 445]
plot-number-cell: ୧୦୨୭ — [122, 263, 180, 297]
land-type-cell: ବେସରକାରୀ — [180, 297, 270, 317]
masthead-right — [1437, 2, 1492, 33]
land-kisam-cell: ଶାରଦ-୩ — [270, 878, 376, 927]
plot-number-cell: ୧୩୫୨ — [874, 1153, 932, 1173]
land-type-cell: ସରକାରୀ — [932, 671, 1022, 691]
owner-cell: ହରିହର ସାହୁ, ଅଲେଖ ସାହୁ, ଜେମା ପ୍ରଧାନ, ଗୋଲାପ ମଞ୍ଜରି ସାହୁ, ମଟି ସାହୁ, କ୍ଷୀରୋଦରା ସାହୁ, ପିତା-ନାଳଫୋଡ଼ି ସାହୁ, ବନିତା ସାହୁ, ସ୍ୱାମୀ-ନାଳଫୋଡ଼ି ସାହୁ, ଉପେନ୍ଦ୍ର ସାହୁ, ପିତା-ପାଇକେରା ସାହୁ, ଉଙ୍ଗାଧର ସାହୁ, ତକ୍ଷାଧର ସାହୁ, ଲୋଚନ ସାହୁ, ନନ୍ଦିଆ ସାହୁ, ପଦ୍ମ ସାହୁ, ପଦ୍ମି ସାହୁ, ଦୁଲେଇ ସାହୁ, ପିତା-ବିଜନ ସାହୁ, ଗୌରଚନ୍ଦ୍ର ସାହୁ, ପାଣ ସାହୁ, ସୁକୁମାରୀ ସାହୁ, ଲତା ସାହୁ, ପିତା-ଅକ୍ରୁର ସାହୁ, ତରୁଣୀ ସାହୁ, ସ୍ୱାମୀ-ଅକ୍ରୁର ସାହୁ, ଲକ୍ଷ ସାହୁ, ପିତା- କାଶୀ ସାହୁ, ଗୁରୁବାରୀ ସାହୁ, ପିତା-କୁନିଆ ସାହୁ, ଜାତି-ତକ୍ଷା, ଗ୍ରାମ-ବ୍ରାହ୍ମଣବେଢ଼ା — [1186, 209, 1493, 317]
header-cell: ଜମିର ମାଲିକ / ଆଗ୍ରହୀ ବ୍ୟକ୍ତି — [1186, 42, 1493, 91]
